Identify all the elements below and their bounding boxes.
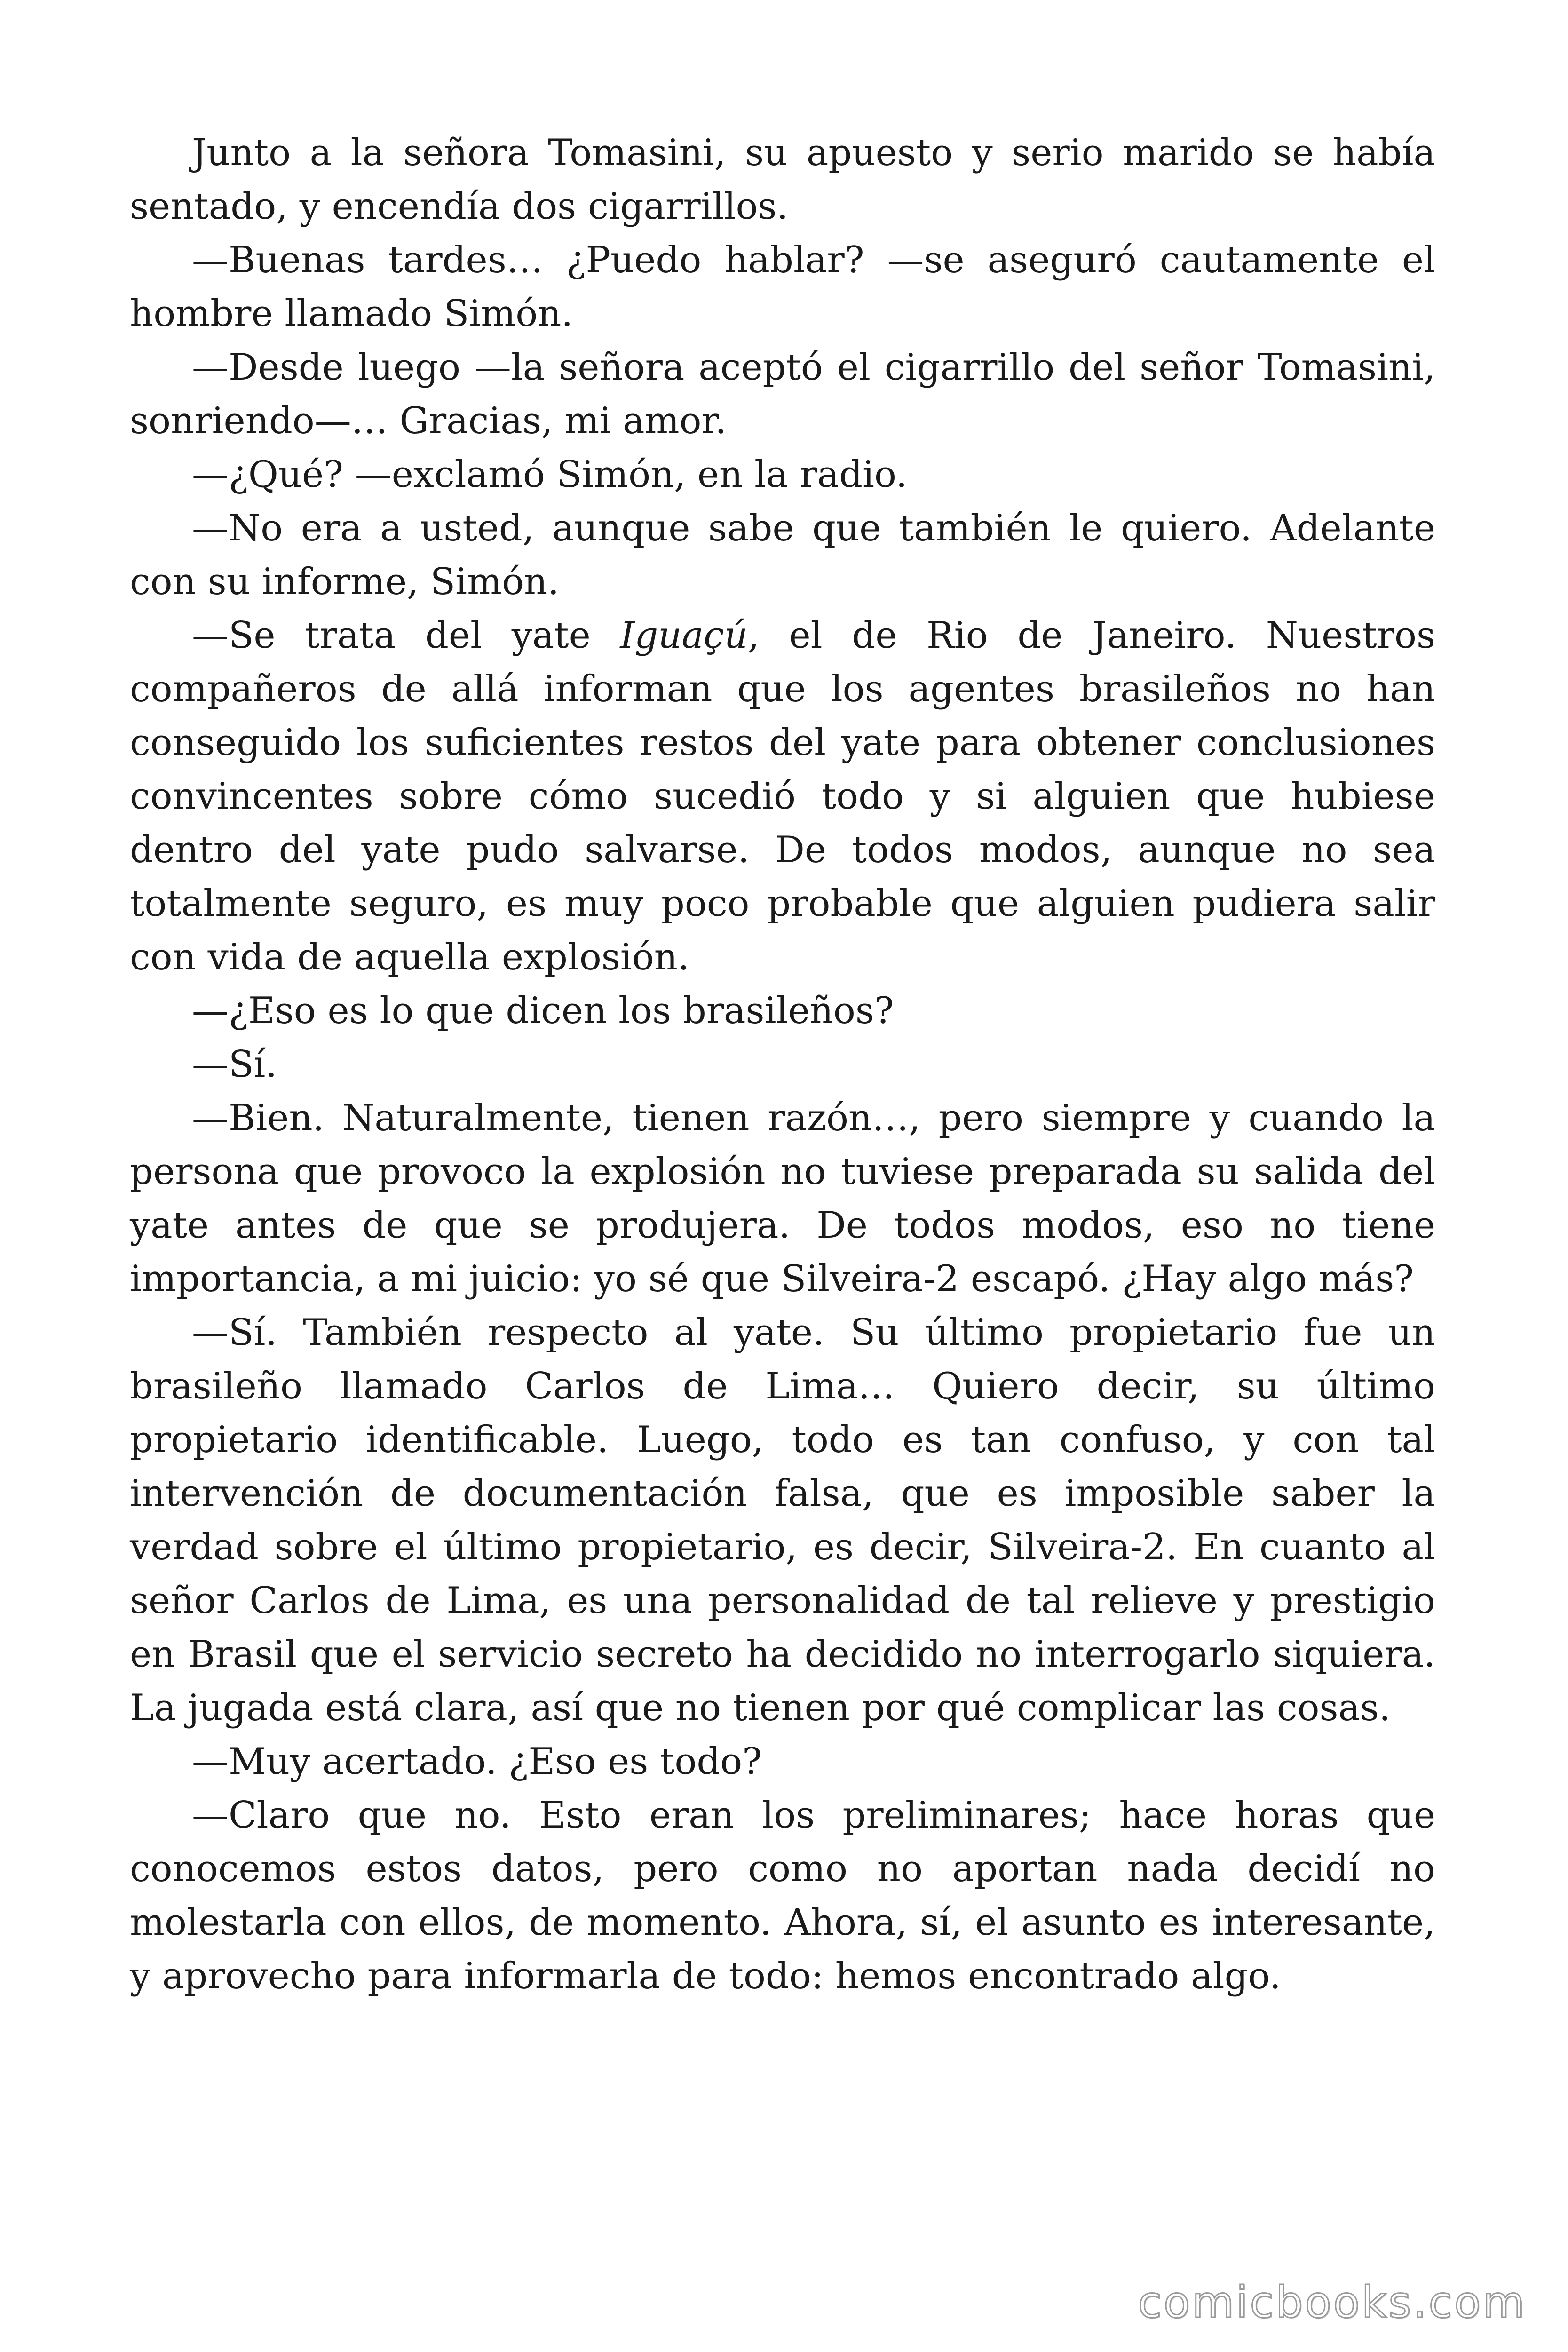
paragraph: —Sí. [192,1043,277,1086]
watermark: comicbooks.com [1138,2277,1527,2328]
paragraph: —Muy acertado. ¿Eso es todo? [192,1740,762,1783]
paragraph: —¿Eso es lo que dicen los brasileños? [192,990,894,1032]
paragraph: —Claro que no. Esto eran los preliminares; hace horas que conocemos estos datos, pero como no aportan nada decidí no molestarla con ellos, de momento. Ahora, sí, el asunto es interesante, y aprovecho para informarla de todo: hemos encontrado algo. [130,1794,1435,1997]
paragraph: —Buenas tardes… ¿Puedo hablar? —se aseguró cautamente el hombre llamado Simón. [130,239,1435,335]
paragraph: —Sí. También respecto al yate. Su último propietario fue un brasileño llamado Carlos de Lima… Quiero decir, su último propietario identificable. Luego, todo es tan confuso, y con tal intervención de documentación falsa, que es imposible saber la verdad sobre el último propietario, es decir, Silveira-2. En cuanto al señor Carlos de Lima, es una personalidad de tal relieve y prestigio en Brasil que el servicio secreto ha decidido no interrogarlo siquiera. La jugada está clara, así que no tienen por qué complicar las cosas. [130,1311,1435,1729]
paragraph-yate [130,609,1435,984]
body-text [130,126,1435,2003]
yate-text-before: —Se trata del yate [192,614,620,657]
paragraph: Junto a la señora Tomasini, su apuesto y serio marido se había sentado, y encendía dos cigarrillos. [130,132,1435,228]
paragraph: —¿Qué? —exclamó Simón, en la radio. [192,453,908,496]
paragraph: —Bien. Naturalmente, tienen razón…, pero siempre y cuando la persona que provoco la explosión no tuviese preparada su salida del yate antes de que se produjera. De todos modos, eso no tiene importancia, a mi juicio: yo sé que Silveira-2 escapó. ¿Hay algo más? [130,1097,1435,1300]
paragraph: —Desde luego —la señora aceptó el cigarrillo del señor Tomasini, sonriendo—… Gracias, mi amor. [130,346,1435,442]
yacht-name: Iguaçú [620,614,748,657]
yate-text-after: , el de Rio de Janeiro. Nuestros compañeros de allá informan que los agentes brasileños no han conseguido los suficientes restos del yate para obtener conclusiones convincentes sobre cómo sucedió todo y si alguien que hubiese dentro del yate pudo salvarse. De todos modos, aunque no sea totalmente seguro, es muy poco probable que alguien pudiera salir con vida de aquella explosión. [130,614,1435,978]
paragraph: —No era a usted, aunque sabe que también le quiero. Adelante con su informe, Simón. [130,507,1435,603]
